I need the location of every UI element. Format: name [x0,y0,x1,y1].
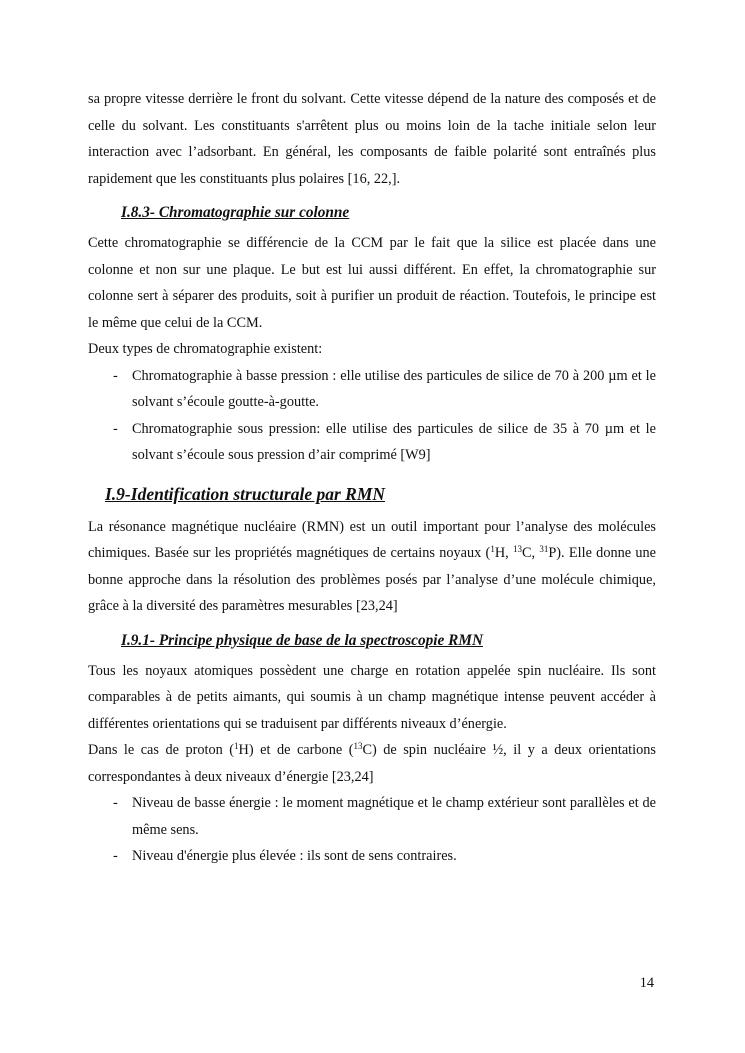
list-item-text: Niveau de basse énergie : le moment magnétique et le champ extérieur sont parallèles et de même sens. [132,795,656,838]
superscript: 13 [353,741,363,751]
superscript: 1 [234,741,239,751]
superscript: 1 [490,544,495,554]
paragraph-intro: sa propre vitesse derrière le front du solvant. Cette vitesse dépend de la nature des composés et de celle du solvant. Les constituants s'arrêtent plus ou moins loin de la tache initiale selon leur interaction avec l’adsorbant. En général, les composants de faible polarité sont entraînés plus rapidement que les constituants plus polaires [16, 22,]. [88,91,656,187]
list-niveaux-energie [88,790,656,870]
list-item [88,843,656,870]
list-item-text: Chromatographie sous pression: elle utilise des particules de silice de 35 à 70 µm et le solvant s’écoule sous pression d’air comprimé [W9] [132,420,656,463]
list-item-text: Niveau d'énergie plus élevée : ils sont de sens contraires. [132,848,457,864]
page-number: 14 [639,975,654,991]
text-span: P). [548,545,565,561]
superscript: 13 [512,544,522,554]
list-chromatographie-types [88,363,656,469]
text-span: H, [494,545,513,561]
paragraph-colonne: Cette chromatographie se différencie de la CCM par le fait que la silice est placée dans une colonne et non sur une plaque. Le but est lui aussi différent. En effet, la chromatographie sur colonne sert à séparer des produits, soit à purifier un produit de réaction. Toutefois, le principe est le même que celui de la CCM. [88,235,656,331]
section-heading-rmn: I.9-Identification structurale par RMN [105,483,386,504]
list-item [88,790,656,843]
list-item-text: Chromatographie à basse pression : elle utilise des particules de silice de 70 à 200 µm et le solvant s’écoule goutte-à-goutte. [132,367,656,410]
text-span: La résonance magnétique nucléaire (RMN) est un outil important pour l’analyse des molécules chimiques. Basée sur les propriétés magnétiques de certains noyaux ( [88,518,656,561]
list-item [88,363,656,416]
paragraph-types: Deux types de chromatographie existent: [88,341,323,357]
text-span: C, [521,545,540,561]
dash-bullet: - [113,848,118,864]
text-span: H) et de carbone ( [238,742,354,758]
document-page [88,86,656,870]
text-span: Elle donne une bonne approche dans la résolution des problèmes posés par l’analyse d’une molécule chimique, grâce à la diversité des paramètres mesurables [23,24] [88,545,656,614]
section-heading-chromatographie-colonne: I.8.3- Chromatographie sur colonne [121,204,350,221]
text-span: C) de spin nucléaire ½, il y a deux orientations correspondantes à deux niveaux d’énergie [23,24] [88,742,656,785]
section-heading-principe-rmn: I.9.1- Principe physique de base de la spectroscopie RMN [121,631,483,649]
paragraph-noyaux: Tous les noyaux atomiques possèdent une charge en rotation appelée spin nucléaire. Ils sont comparables à de petits aimants, qui soumis à un champ magnétique intense peuvent accéder à différentes orientations qui se traduisent par différents niveaux d’énergie. [88,662,656,732]
dash-bullet: - [113,795,118,811]
dash-bullet: - [113,420,118,437]
paragraph-rmn [88,514,656,620]
text-span: Dans le cas de proton ( [88,742,235,758]
paragraph-proton-carbone [88,737,656,790]
list-item [88,416,656,469]
dash-bullet: - [113,367,118,384]
superscript: 31 [539,544,549,554]
